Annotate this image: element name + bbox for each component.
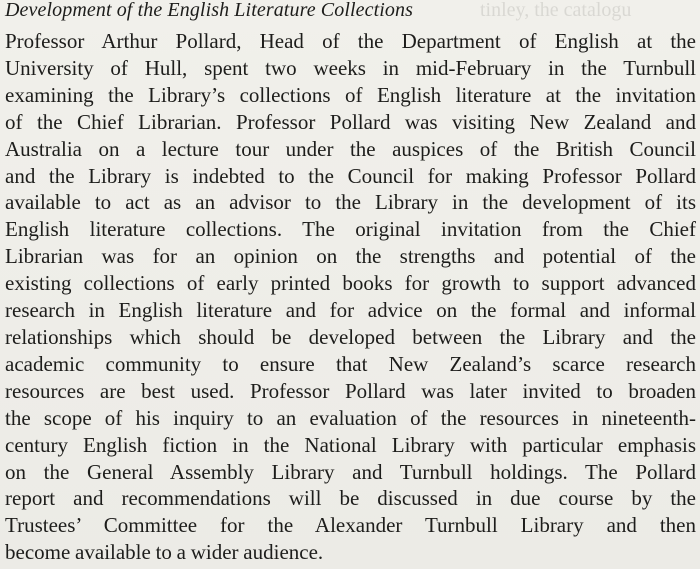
paragraph-line: resources are best used. Professor Pollard was later invited to broaden: [5, 378, 696, 403]
paragraph-line: the scope of his inquiry to an evaluation of the resources in nineteenth-: [5, 405, 696, 430]
section-heading: Development of the English Literature Collections: [5, 0, 413, 21]
paragraph-line: Professor Arthur Pollard, Head of the Department of English at the: [5, 29, 696, 53]
paragraph-line: of the Chief Librarian. Professor Pollard was visiting New Zealand and: [5, 109, 696, 134]
paragraph-line: Librarian was for an opinion on the strengths and potential of the: [5, 244, 696, 269]
body-paragraph: [5, 28, 696, 566]
paragraph-line: on the General Assembly Library and Turnbull holdings. The Pollard: [5, 459, 696, 484]
paragraph-line: available to act as an advisor to the Library in the development of its: [5, 190, 696, 215]
paragraph-line: University of Hull, spent two weeks in mid-February in the Turnbull: [5, 55, 696, 80]
paragraph-line: existing collections of early printed books for growth to support advanced: [5, 271, 696, 296]
paragraph-line: become available to a wider audience.: [5, 540, 324, 565]
paragraph-line: academic community to ensure that New Zealand’s scarce research: [5, 351, 696, 376]
paragraph-line: report and recommendations will be discussed in due course by the: [5, 486, 696, 511]
paragraph-line: Australia on a lecture tour under the auspices of the British Council: [5, 136, 696, 161]
paragraph-line: and the Library is indebted to the Council for making Professor Pollard: [5, 163, 696, 188]
paragraph-line: research in English literature and for advice on the formal and informal: [5, 298, 696, 323]
paragraph-line: examining the Library’s collections of English literature at the invitation: [5, 82, 696, 107]
paragraph-line: English literature collections. The original invitation from the Chief: [5, 217, 696, 242]
paragraph-line: relationships which should be developed between the Library and the: [5, 324, 696, 349]
paragraph-line: century English fiction in the National Library with particular emphasis: [5, 432, 696, 457]
paragraph-line: Trustees’ Committee for the Alexander Turnbull Library and then: [5, 513, 696, 538]
bleed-through-text: tinley, the catalogu: [480, 0, 632, 21]
